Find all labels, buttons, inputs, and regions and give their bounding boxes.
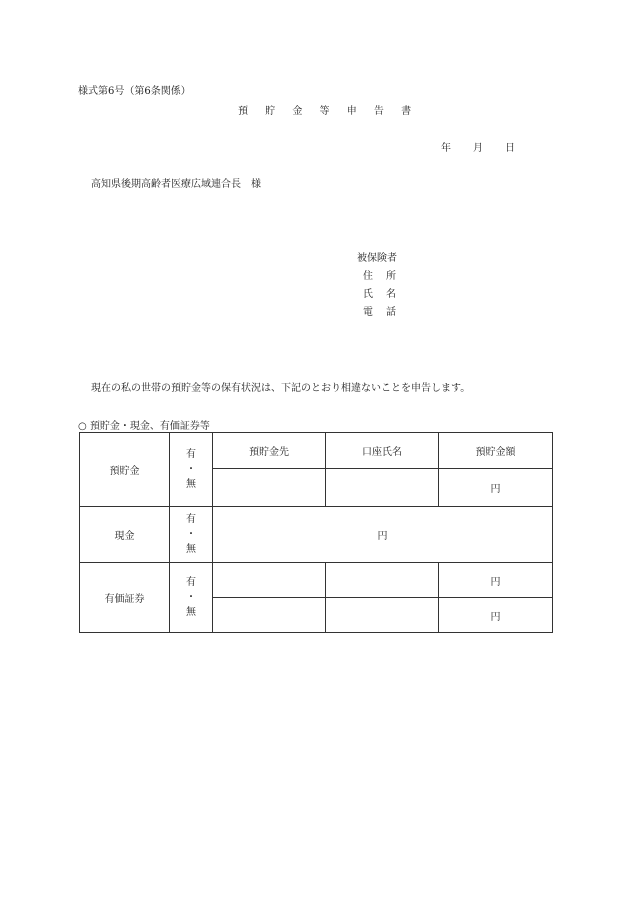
table-row [80, 507, 553, 563]
applicant-block [357, 250, 409, 322]
presence-dot: ・ [186, 592, 196, 603]
savings-holder-field[interactable] [326, 469, 439, 507]
savings-amount-field[interactable] [439, 469, 553, 507]
yen-unit: 円 [377, 531, 388, 542]
presence-dot: ・ [186, 464, 196, 475]
securities-amount-field-1[interactable] [439, 563, 553, 598]
securities-bank-field-2[interactable] [213, 598, 326, 633]
presence-no: 無 [186, 479, 196, 490]
securities-holder-field-1[interactable] [326, 563, 439, 598]
savings-bank-field[interactable] [213, 469, 326, 507]
date-month-label: 月 [473, 143, 483, 154]
cash-amount-field[interactable] [213, 507, 553, 563]
yen-unit: 円 [490, 576, 501, 588]
securities-holder-field-2[interactable] [326, 598, 439, 633]
presence-no: 無 [186, 544, 196, 555]
securities-amount-field-2[interactable] [439, 598, 553, 633]
addressee [91, 175, 261, 190]
column-header-bank: 預貯金先 [213, 433, 326, 469]
presence-yes: 有 [186, 449, 196, 460]
date-day-label: 日 [505, 143, 515, 154]
asset-table [79, 432, 553, 633]
table-row [80, 563, 553, 598]
applicant-heading: 被保険者 [357, 253, 397, 264]
document-title: 預 貯 金 等 申 告 書 [238, 106, 419, 117]
date-year-label: 年 [441, 143, 451, 154]
addressee-name: 高知県後期高齢者医療広域連合長 [91, 179, 241, 190]
name-label: 氏名 [363, 289, 409, 300]
table-row [80, 433, 553, 469]
yen-unit: 円 [490, 611, 501, 623]
presence-cell-securities[interactable] [170, 563, 213, 633]
section-title: ○ 預貯金・現金、有価証券等 [78, 421, 210, 432]
addressee-honorific: 様 [251, 179, 261, 190]
presence-yes: 有 [186, 577, 196, 588]
date-line [441, 139, 515, 154]
phone-label: 電話 [363, 307, 409, 318]
column-header-amount: 預貯金額 [439, 433, 553, 469]
row-label-cash: 現金 [80, 507, 170, 563]
declaration-text: 現在の私の世帯の預貯金等の保有状況は、下記のとおり相違ないことを申告します。 [91, 383, 471, 394]
securities-bank-field-1[interactable] [213, 563, 326, 598]
presence-yes: 有 [186, 514, 196, 525]
presence-dot: ・ [186, 529, 196, 540]
presence-no: 無 [186, 607, 196, 618]
yen-unit: 円 [490, 484, 501, 495]
row-label-savings: 預貯金 [80, 433, 170, 507]
address-label: 住所 [363, 271, 409, 282]
presence-cell-cash[interactable] [170, 507, 213, 563]
presence-cell-savings[interactable] [170, 433, 213, 507]
form-number: 様式第6号（第6条関係） [78, 86, 191, 97]
column-header-holder: 口座氏名 [326, 433, 439, 469]
row-label-securities: 有価証券 [80, 563, 170, 633]
